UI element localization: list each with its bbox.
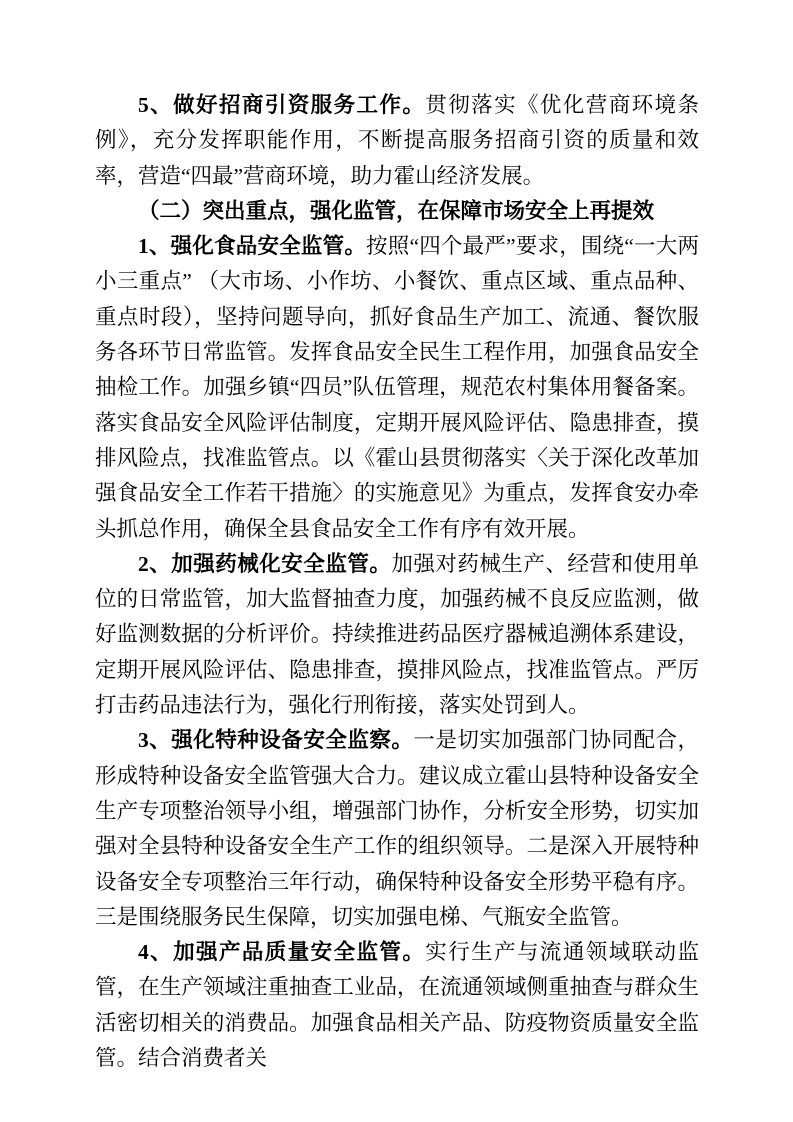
- paragraph-text: 加强对药械生产、经营和使用单位的日常监管，加大监督抽查力度，加强药械不良反应监测，做好监测数据的分析评价。持续推进药品医疗器械追溯体系建设，定期开展风险评估、隐患排查，摸排风险点，找准监管点。严厉打击药品违法行为，强化行刑衔接，落实处罚到人。: [95, 551, 699, 718]
- paragraph-text: 贯彻落实《优化营商环境条例》，充分发挥职能作用，不断提高服务招商引资的质量和效率，营造“四最”营商环境，助力霍山经济发展。: [95, 93, 699, 188]
- paragraph-item-1-food-safety: [95, 229, 699, 547]
- paragraph-lead: 5、做好招商引资服务工作。: [138, 93, 426, 117]
- paragraph-item-4-product-quality: [95, 935, 699, 1076]
- paragraph-text: 按照“四个最严”要求，围绕“一大两小三重点” （大市场、小作坊、小餐饮、重点区域、重点品种、重点时段），坚持问题导向，抓好食品生产加工、流通、餐饮服务各环节日常监管。发挥食品安全民生工程作用，加强食品安全抽检工作。加强乡镇“四员”队伍管理，规范农村集体用餐备案。落实食品安全风险评估制度，定期开展风险评估、隐患排查，摸排风险点，找准监管点。以《霍山县贯彻落实〈关于深化改革加强食品安全工作若干措施〉的实施意见》为重点，发挥食安办牵头抓总作用，确保全县食品安全工作有序有效开展。: [95, 234, 699, 541]
- paragraph-text: 一是切实加强部门协同配合，形成特种设备安全监管强大合力。建议成立霍山县特种设备安全生产专项整治领导小组，增强部门协作，分析安全形势，切实加强对全县特种设备安全生产工作的组织领导。二是深入开展特种设备安全专项整治三年行动，确保特种设备安全形势平稳有序。三是围绕服务民生保障，切实加强电梯、气瓶安全监管。: [95, 728, 699, 929]
- paragraph-text: 实行生产与流通领域联动监管，在生产领域注重抽查工业品，在流通领域侧重抽查与群众生活密切相关的消费品。加强食品相关产品、防疫物资质量安全监管。结合消费者关: [95, 940, 699, 1071]
- paragraph-lead: 2、加强药械化安全监管。: [138, 551, 392, 576]
- paragraph-lead: 1、强化食品安全监管。: [138, 234, 367, 259]
- paragraph-lead: 3、强化特种设备安全监察。: [138, 728, 414, 753]
- section-heading-2: [95, 194, 699, 229]
- paragraph-item-5-investment-service: [95, 88, 699, 194]
- paragraph-item-3-special-equipment: [95, 723, 699, 935]
- section-heading-text: （二）突出重点，强化监管，在保障市场安全上再提效: [138, 198, 655, 223]
- paragraph-lead: 4、加强产品质量安全监管。: [138, 940, 426, 965]
- paragraph-item-2-drug-device-safety: [95, 547, 699, 723]
